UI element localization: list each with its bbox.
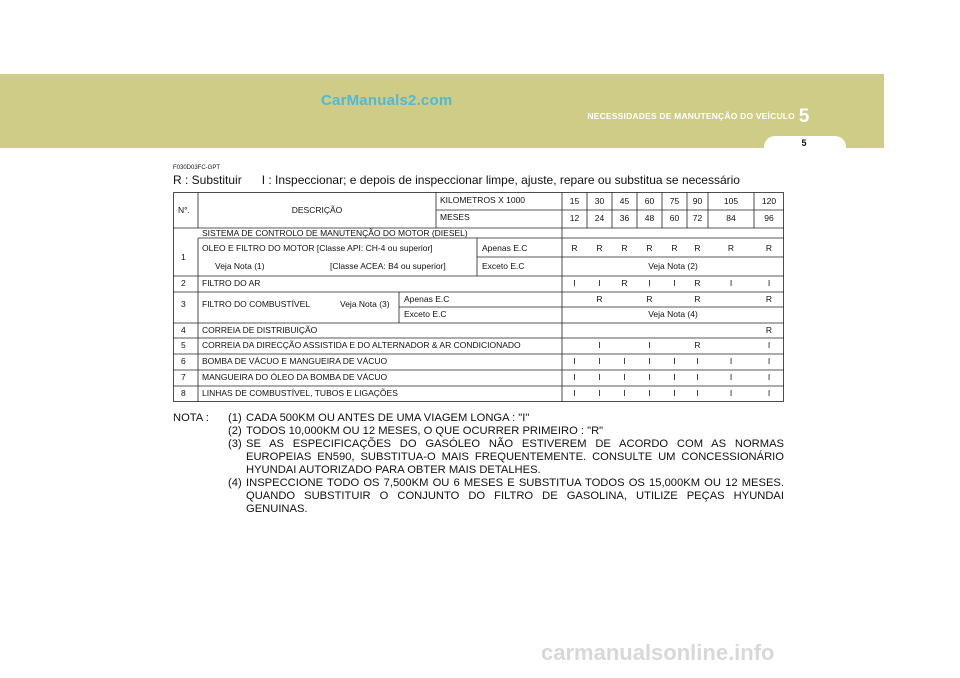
schedule-cell: I: [598, 388, 601, 398]
row-variant: Exceto E.C: [404, 309, 447, 319]
km-value: 15: [569, 196, 580, 206]
chapter-number: 5: [798, 106, 810, 127]
row-description: LINHAS DE COMBUSTÍVEL, TUBOS E LIGAÇÕES: [202, 388, 398, 398]
row-description: CORREIA DE DISTRIBUIÇÃO: [202, 325, 318, 335]
schedule-cell: I: [623, 372, 626, 382]
schedule-cell: I: [598, 340, 601, 350]
km-value: 75: [669, 196, 680, 206]
schedule-cell: I: [598, 372, 601, 382]
schedule-cell: R: [765, 325, 773, 335]
row-description: FILTRO DO COMBUSTÍVEL: [202, 299, 310, 309]
schedule-cell: R: [621, 243, 628, 253]
schedule-cell: I: [573, 388, 576, 398]
row-spec: [Classe ACEA: B4 ou superior]: [330, 261, 446, 271]
row-number: 6: [181, 356, 186, 366]
month-value: 84: [726, 213, 736, 223]
row-variant: Exceto E.C: [482, 261, 525, 271]
schedule-cell: I: [696, 388, 699, 398]
month-value: 96: [764, 213, 774, 223]
schedule-cell: I: [648, 278, 651, 288]
row-variant: Apenas E.C: [404, 294, 450, 304]
row-description: OLEO E FILTRO DO MOTOR [Classe API: CH-4 ou superior]: [202, 243, 433, 253]
months-label: MESES: [440, 212, 470, 222]
note-text: CADA 500KM OU ANTES DE UMA VIAGEM LONGA : "I": [246, 412, 530, 424]
schedule-cell: I: [729, 372, 733, 382]
site-logo[interactable]: CarManuals2.com: [321, 92, 453, 109]
row-description: MANGUEIRA DO ÓLEO DA BOMBA DE VÁCUO: [202, 372, 388, 382]
row-description: BOMBA DE VÁCUO E MANGUEIRA DE VÁCUO: [202, 356, 388, 366]
schedule-cell: I: [673, 388, 676, 398]
schedule-cell: R: [694, 243, 701, 253]
schedule-cell: R: [694, 278, 701, 288]
schedule-cell: R: [727, 243, 735, 253]
schedule-cell: R: [646, 243, 653, 253]
schedule-cell: R: [765, 243, 773, 253]
schedule-cell: R: [596, 243, 603, 253]
legend-inspect: I : Inspeccionar; e depois de inspeccionar limpe, ajuste, repare ou substitua se necessário: [261, 173, 740, 187]
km-value: 60: [644, 196, 655, 206]
row-see-note: Veja Nota (3): [340, 299, 390, 309]
row-variant: Apenas E.C: [482, 243, 528, 253]
schedule-cell: R: [671, 243, 678, 253]
note-text: TODOS 10,000KM OU 12 MESES, O QUE OCURRER PRIMEIRO : "R": [246, 425, 604, 437]
note-text: SE AS ESPECIFICAÇÕES DO GASÓLEO NÃO ESTIVEREM DE ACORDO COM AS NORMAS EUROPEIAS EN590, SUBSTITUA-O MAIS FREQUENTEMENTE. CONSULTE UM CONCESSIONÁRIO HYUNDAI AUTORIZADO PARA OBTER MAIS DETALHES.: [246, 438, 784, 476]
schedule-cell: I: [696, 372, 699, 382]
schedule-cell: I: [623, 388, 626, 398]
schedule-cell: R: [694, 294, 701, 304]
schedule-cell: I: [729, 388, 733, 398]
note-number: (2): [228, 425, 242, 437]
row-number: 8: [181, 388, 186, 398]
schedule-cell: I: [673, 356, 676, 366]
month-value: 60: [669, 213, 680, 223]
legend-replace: R : Substituir: [173, 173, 242, 187]
schedule-note: Veja Nota (2): [648, 261, 698, 271]
schedule-cell: I: [767, 372, 771, 382]
km-value: 105: [723, 196, 739, 206]
schedule-cell: I: [573, 356, 576, 366]
km-value: 30: [594, 196, 605, 206]
schedule-cell: R: [571, 243, 578, 253]
row-number: 4: [181, 325, 186, 335]
km-value: 90: [692, 196, 703, 206]
note-text: INSPECCIONE TODO OS 7,500KM OU 6 MESES E SUBSTITUA TODOS OS 15,000KM OU 12 MESES. QUANDO SUBSTITUIR O CONJUNTO DO FILTRO DE GASOLINA, UTILIZE PEÇAS HYUNDAI GENUINAS.: [246, 477, 784, 515]
schedule-cell: I: [598, 278, 601, 288]
schedule-cell: I: [573, 278, 576, 288]
row-number: 1: [181, 252, 186, 262]
schedule-cell: I: [767, 388, 771, 398]
watermark: carmanualsonline.info: [541, 640, 775, 665]
schedule-cell: I: [673, 372, 676, 382]
note-number: (3): [228, 438, 242, 450]
maintenance-table: [173, 192, 784, 402]
schedule-cell: R: [621, 278, 628, 288]
schedule-cell: R: [646, 294, 653, 304]
note-number: (1): [228, 412, 242, 424]
row-number: 7: [181, 372, 186, 382]
row-see-note: Veja Nota (1): [215, 261, 265, 271]
month-value: 12: [569, 213, 580, 223]
row-number: 3: [181, 299, 186, 309]
schedule-cell: I: [598, 356, 601, 366]
schedule-cell: R: [596, 294, 603, 304]
row-number: 2: [181, 278, 186, 288]
schedule-cell: I: [648, 372, 651, 382]
schedule-cell: I: [729, 356, 733, 366]
month-value: 24: [594, 213, 605, 223]
month-value: 48: [644, 213, 655, 223]
schedule-cell: I: [648, 388, 651, 398]
notes-label: NOTA :: [173, 412, 209, 424]
row-description: FILTRO DO AR: [202, 278, 261, 288]
schedule-cell: I: [673, 278, 676, 288]
row-number: 5: [181, 340, 186, 350]
page-number: 5: [801, 138, 807, 148]
schedule-cell: I: [623, 356, 626, 366]
schedule-cell: I: [696, 356, 699, 366]
section-heading: SISTEMA DE CONTROLO DE MANUTENÇÃO DO MOTOR (DIESEL): [202, 228, 468, 238]
description-header: DESCRIÇÃO: [291, 205, 343, 215]
km-value: 120: [761, 196, 777, 206]
schedule-cell: I: [767, 356, 771, 366]
schedule-note: Veja Nota (4): [648, 309, 698, 319]
km-value: 45: [619, 196, 630, 206]
schedule-cell: R: [694, 340, 701, 350]
schedule-cell: I: [729, 278, 733, 288]
schedule-cell: I: [767, 340, 771, 350]
schedule-cell: R: [765, 294, 773, 304]
number-header: N°.: [178, 205, 190, 215]
km-label: KILOMETROS X 1000: [440, 195, 526, 205]
schedule-cell: I: [767, 278, 771, 288]
schedule-cell: I: [648, 356, 651, 366]
row-description: CORREIA DA DIRECÇÃO ASSISTIDA E DO ALTERNADOR & AR CONDICIONADO: [202, 340, 521, 350]
note-number: (4): [228, 477, 242, 489]
month-value: 36: [619, 213, 630, 223]
month-value: 72: [692, 213, 703, 223]
document-code: F030D03FC-GPT: [173, 165, 221, 171]
schedule-cell: I: [573, 372, 576, 382]
schedule-cell: I: [648, 340, 651, 350]
section-title: NECESSIDADES DE MANUTENÇÃO DO VEÍCULO: [587, 111, 795, 121]
legend: [173, 173, 760, 187]
